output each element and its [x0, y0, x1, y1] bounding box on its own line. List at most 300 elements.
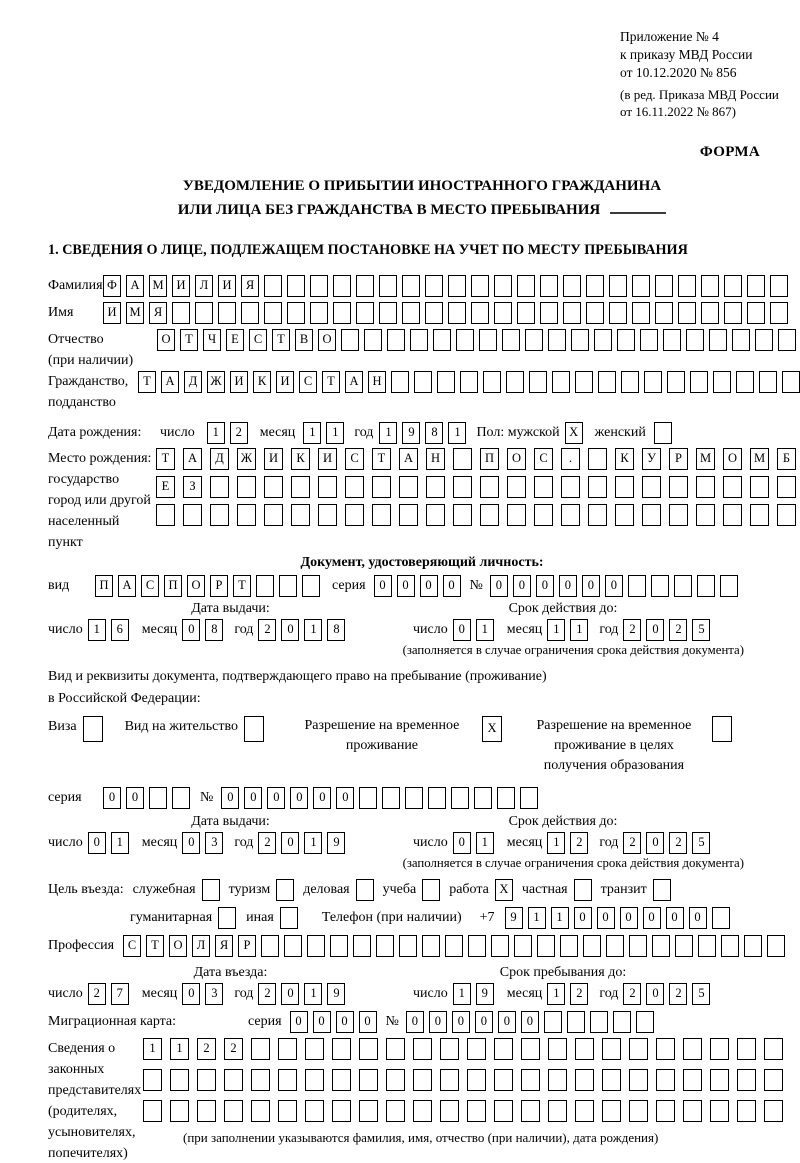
- residence-number-boxes[interactable]: [221, 787, 538, 809]
- char-cell[interactable]: Р: [238, 935, 256, 957]
- char-cell[interactable]: 0: [646, 983, 664, 1005]
- char-cell[interactable]: [669, 504, 688, 526]
- char-cell[interactable]: 5: [692, 983, 710, 1005]
- char-cell[interactable]: 2: [258, 619, 276, 641]
- residence-expiry-year-boxes[interactable]: [623, 832, 710, 854]
- char-cell[interactable]: [422, 935, 440, 957]
- char-cell[interactable]: 2: [623, 832, 641, 854]
- char-cell[interactable]: [426, 476, 445, 498]
- char-cell[interactable]: [655, 275, 673, 297]
- char-cell[interactable]: 3: [205, 832, 223, 854]
- char-cell[interactable]: У: [642, 448, 661, 470]
- birth-year-boxes[interactable]: [379, 422, 466, 444]
- char-cell[interactable]: И: [264, 448, 283, 470]
- char-cell[interactable]: 1: [476, 619, 494, 641]
- char-cell[interactable]: 1: [170, 1038, 189, 1060]
- char-cell[interactable]: [701, 275, 719, 297]
- char-cell[interactable]: [333, 275, 351, 297]
- char-cell[interactable]: 1: [326, 422, 344, 444]
- char-cell[interactable]: [278, 1069, 297, 1091]
- char-cell[interactable]: [491, 935, 509, 957]
- char-cell[interactable]: 0: [313, 787, 331, 809]
- char-cell[interactable]: О: [723, 448, 742, 470]
- char-cell[interactable]: [372, 476, 391, 498]
- char-cell[interactable]: [305, 1069, 324, 1091]
- char-cell[interactable]: [413, 1038, 432, 1060]
- char-cell[interactable]: [594, 329, 612, 351]
- char-cell[interactable]: [264, 302, 282, 324]
- patronymic-boxes[interactable]: [157, 329, 796, 351]
- char-cell[interactable]: А: [345, 371, 363, 393]
- char-cell[interactable]: Р: [669, 448, 688, 470]
- char-cell[interactable]: [678, 302, 696, 324]
- char-cell[interactable]: [471, 275, 489, 297]
- char-cell[interactable]: [310, 302, 328, 324]
- char-cell[interactable]: [575, 1038, 594, 1060]
- birthplace-line1-boxes[interactable]: [156, 448, 796, 470]
- char-cell[interactable]: [330, 935, 348, 957]
- char-cell[interactable]: Л: [192, 935, 210, 957]
- char-cell[interactable]: [359, 1100, 378, 1122]
- char-cell[interactable]: П: [480, 448, 499, 470]
- char-cell[interactable]: [737, 1038, 756, 1060]
- char-cell[interactable]: 0: [453, 832, 471, 854]
- char-cell[interactable]: [656, 1100, 675, 1122]
- char-cell[interactable]: 2: [230, 422, 248, 444]
- char-cell[interactable]: [561, 504, 580, 526]
- char-cell[interactable]: [332, 1100, 351, 1122]
- char-cell[interactable]: [675, 935, 693, 957]
- char-cell[interactable]: [261, 935, 279, 957]
- char-cell[interactable]: [723, 504, 742, 526]
- residence-expiry-month-boxes[interactable]: [547, 832, 588, 854]
- birth-day-boxes[interactable]: [207, 422, 248, 444]
- char-cell[interactable]: [237, 476, 256, 498]
- char-cell[interactable]: [440, 1100, 459, 1122]
- char-cell[interactable]: [467, 1100, 486, 1122]
- char-cell[interactable]: 0: [429, 1011, 447, 1033]
- char-cell[interactable]: [264, 504, 283, 526]
- char-cell[interactable]: [278, 1038, 297, 1060]
- residence-series-boxes[interactable]: [103, 787, 190, 809]
- char-cell[interactable]: [291, 504, 310, 526]
- char-cell[interactable]: 2: [224, 1038, 243, 1060]
- char-cell[interactable]: [721, 935, 739, 957]
- char-cell[interactable]: Т: [233, 575, 251, 597]
- char-cell[interactable]: [764, 1038, 783, 1060]
- char-cell[interactable]: Ф: [103, 275, 121, 297]
- char-cell[interactable]: [453, 504, 472, 526]
- char-cell[interactable]: Ч: [203, 329, 221, 351]
- char-cell[interactable]: О: [318, 329, 336, 351]
- char-cell[interactable]: 1: [547, 832, 565, 854]
- char-cell[interactable]: М: [696, 448, 715, 470]
- char-cell[interactable]: И: [318, 448, 337, 470]
- char-cell[interactable]: 1: [304, 983, 322, 1005]
- char-cell[interactable]: 8: [425, 422, 443, 444]
- char-cell[interactable]: [548, 329, 566, 351]
- char-cell[interactable]: [413, 1069, 432, 1091]
- char-cell[interactable]: [713, 371, 731, 393]
- char-cell[interactable]: 0: [443, 575, 461, 597]
- birthplace-line2-boxes[interactable]: [156, 476, 796, 498]
- char-cell[interactable]: [586, 275, 604, 297]
- char-cell[interactable]: [663, 329, 681, 351]
- char-cell[interactable]: О: [507, 448, 526, 470]
- char-cell[interactable]: 0: [374, 575, 392, 597]
- char-cell[interactable]: [683, 1038, 702, 1060]
- char-cell[interactable]: П: [95, 575, 113, 597]
- char-cell[interactable]: [777, 476, 796, 498]
- char-cell[interactable]: [782, 371, 800, 393]
- char-cell[interactable]: [737, 1069, 756, 1091]
- char-cell[interactable]: [507, 504, 526, 526]
- char-cell[interactable]: [561, 476, 580, 498]
- char-cell[interactable]: [433, 329, 451, 351]
- char-cell[interactable]: Т: [180, 329, 198, 351]
- char-cell[interactable]: [698, 935, 716, 957]
- char-cell[interactable]: [520, 787, 538, 809]
- char-cell[interactable]: 9: [327, 832, 345, 854]
- char-cell[interactable]: 0: [646, 832, 664, 854]
- char-cell[interactable]: [709, 329, 727, 351]
- char-cell[interactable]: 0: [281, 619, 299, 641]
- char-cell[interactable]: [428, 787, 446, 809]
- representatives-line1-boxes[interactable]: [143, 1038, 783, 1060]
- char-cell[interactable]: 0: [281, 983, 299, 1005]
- char-cell[interactable]: 1: [476, 832, 494, 854]
- char-cell[interactable]: [197, 1100, 216, 1122]
- char-cell[interactable]: Д: [184, 371, 202, 393]
- char-cell[interactable]: [654, 422, 672, 444]
- char-cell[interactable]: А: [399, 448, 418, 470]
- char-cell[interactable]: [332, 1069, 351, 1091]
- char-cell[interactable]: И: [218, 275, 236, 297]
- char-cell[interactable]: [710, 1100, 729, 1122]
- char-cell[interactable]: С: [534, 448, 553, 470]
- char-cell[interactable]: [609, 275, 627, 297]
- char-cell[interactable]: [764, 1069, 783, 1091]
- char-cell[interactable]: [372, 504, 391, 526]
- char-cell[interactable]: [747, 275, 765, 297]
- char-cell[interactable]: [264, 476, 283, 498]
- char-cell[interactable]: [723, 476, 742, 498]
- doc-issue-day-boxes[interactable]: [88, 619, 129, 641]
- char-cell[interactable]: [494, 302, 512, 324]
- purpose-official-checkbox[interactable]: [202, 879, 220, 901]
- char-cell[interactable]: [548, 1069, 567, 1091]
- char-cell[interactable]: 1: [570, 619, 588, 641]
- char-cell[interactable]: [218, 302, 236, 324]
- char-cell[interactable]: 6: [111, 619, 129, 641]
- char-cell[interactable]: 0: [498, 1011, 516, 1033]
- char-cell[interactable]: [391, 371, 409, 393]
- char-cell[interactable]: [83, 716, 103, 742]
- char-cell[interactable]: [256, 575, 274, 597]
- char-cell[interactable]: 5: [692, 832, 710, 854]
- char-cell[interactable]: [195, 302, 213, 324]
- char-cell[interactable]: [583, 935, 601, 957]
- char-cell[interactable]: 1: [547, 619, 565, 641]
- char-cell[interactable]: [218, 907, 236, 929]
- char-cell[interactable]: [251, 1100, 270, 1122]
- char-cell[interactable]: 0: [666, 907, 684, 929]
- name-boxes[interactable]: [103, 302, 788, 324]
- char-cell[interactable]: [632, 275, 650, 297]
- char-cell[interactable]: 0: [453, 619, 471, 641]
- char-cell[interactable]: Т: [146, 935, 164, 957]
- char-cell[interactable]: [632, 302, 650, 324]
- char-cell[interactable]: 0: [475, 1011, 493, 1033]
- char-cell[interactable]: 1: [547, 983, 565, 1005]
- char-cell[interactable]: [276, 879, 294, 901]
- char-cell[interactable]: [172, 787, 190, 809]
- char-cell[interactable]: 7: [111, 983, 129, 1005]
- representatives-line3-boxes[interactable]: [143, 1100, 783, 1122]
- char-cell[interactable]: [305, 1038, 324, 1060]
- temp-residence-checkbox[interactable]: [482, 716, 502, 742]
- char-cell[interactable]: Я: [149, 302, 167, 324]
- char-cell[interactable]: [770, 275, 788, 297]
- char-cell[interactable]: 0: [88, 832, 106, 854]
- char-cell[interactable]: [445, 935, 463, 957]
- char-cell[interactable]: С: [249, 329, 267, 351]
- char-cell[interactable]: [237, 504, 256, 526]
- char-cell[interactable]: Н: [368, 371, 386, 393]
- char-cell[interactable]: 8: [327, 619, 345, 641]
- char-cell[interactable]: .: [561, 448, 580, 470]
- char-cell[interactable]: [767, 935, 785, 957]
- char-cell[interactable]: [287, 275, 305, 297]
- entry-year-boxes[interactable]: [258, 983, 345, 1005]
- char-cell[interactable]: [724, 302, 742, 324]
- stay-day-boxes[interactable]: [453, 983, 494, 1005]
- temp-residence-education-checkbox[interactable]: [712, 716, 732, 742]
- char-cell[interactable]: О: [187, 575, 205, 597]
- char-cell[interactable]: И: [230, 371, 248, 393]
- char-cell[interactable]: [720, 575, 738, 597]
- char-cell[interactable]: [359, 1038, 378, 1060]
- char-cell[interactable]: Т: [156, 448, 175, 470]
- residence-issue-month-boxes[interactable]: [182, 832, 223, 854]
- char-cell[interactable]: [563, 275, 581, 297]
- char-cell[interactable]: [674, 575, 692, 597]
- doc-issue-year-boxes[interactable]: [258, 619, 345, 641]
- char-cell[interactable]: [521, 1069, 540, 1091]
- char-cell[interactable]: [376, 935, 394, 957]
- char-cell[interactable]: [652, 935, 670, 957]
- char-cell[interactable]: [302, 575, 320, 597]
- char-cell[interactable]: [724, 275, 742, 297]
- char-cell[interactable]: [534, 504, 553, 526]
- char-cell[interactable]: [386, 1100, 405, 1122]
- char-cell[interactable]: [653, 879, 671, 901]
- char-cell[interactable]: [544, 1011, 562, 1033]
- char-cell[interactable]: [588, 504, 607, 526]
- char-cell[interactable]: [755, 329, 773, 351]
- char-cell[interactable]: Ж: [207, 371, 225, 393]
- char-cell[interactable]: [305, 1100, 324, 1122]
- char-cell[interactable]: М: [750, 448, 769, 470]
- char-cell[interactable]: 1: [88, 619, 106, 641]
- purpose-business-checkbox[interactable]: [356, 879, 374, 901]
- char-cell[interactable]: [224, 1069, 243, 1091]
- char-cell[interactable]: [629, 935, 647, 957]
- char-cell[interactable]: [636, 1011, 654, 1033]
- char-cell[interactable]: [353, 935, 371, 957]
- char-cell[interactable]: 2: [258, 832, 276, 854]
- char-cell[interactable]: К: [615, 448, 634, 470]
- birth-month-boxes[interactable]: [303, 422, 344, 444]
- char-cell[interactable]: С: [123, 935, 141, 957]
- char-cell[interactable]: 2: [623, 983, 641, 1005]
- char-cell[interactable]: 0: [582, 575, 600, 597]
- char-cell[interactable]: 0: [574, 907, 592, 929]
- char-cell[interactable]: [736, 371, 754, 393]
- char-cell[interactable]: X: [565, 422, 583, 444]
- char-cell[interactable]: [712, 907, 730, 929]
- purpose-study-checkbox[interactable]: [422, 879, 440, 901]
- char-cell[interactable]: [405, 787, 423, 809]
- char-cell[interactable]: 0: [597, 907, 615, 929]
- doc-type-boxes[interactable]: [95, 575, 320, 597]
- char-cell[interactable]: 0: [420, 575, 438, 597]
- char-cell[interactable]: С: [141, 575, 159, 597]
- char-cell[interactable]: 0: [646, 619, 664, 641]
- char-cell[interactable]: 1: [379, 422, 397, 444]
- char-cell[interactable]: К: [253, 371, 271, 393]
- char-cell[interactable]: 0: [103, 787, 121, 809]
- char-cell[interactable]: [629, 1038, 648, 1060]
- char-cell[interactable]: [453, 448, 472, 470]
- char-cell[interactable]: [697, 575, 715, 597]
- char-cell[interactable]: [588, 476, 607, 498]
- char-cell[interactable]: 0: [182, 832, 200, 854]
- char-cell[interactable]: 0: [290, 1011, 308, 1033]
- migration-series-boxes[interactable]: [290, 1011, 377, 1033]
- char-cell[interactable]: [440, 1038, 459, 1060]
- char-cell[interactable]: [764, 1100, 783, 1122]
- char-cell[interactable]: [471, 302, 489, 324]
- char-cell[interactable]: [602, 1100, 621, 1122]
- char-cell[interactable]: [574, 879, 592, 901]
- char-cell[interactable]: 1: [528, 907, 546, 929]
- char-cell[interactable]: [310, 275, 328, 297]
- char-cell[interactable]: [667, 371, 685, 393]
- char-cell[interactable]: [202, 879, 220, 901]
- char-cell[interactable]: [548, 1038, 567, 1060]
- char-cell[interactable]: 0: [513, 575, 531, 597]
- char-cell[interactable]: [479, 329, 497, 351]
- char-cell[interactable]: [402, 302, 420, 324]
- char-cell[interactable]: 1: [304, 832, 322, 854]
- char-cell[interactable]: [537, 935, 555, 957]
- char-cell[interactable]: [284, 935, 302, 957]
- char-cell[interactable]: С: [345, 448, 364, 470]
- char-cell[interactable]: [642, 476, 661, 498]
- char-cell[interactable]: А: [183, 448, 202, 470]
- char-cell[interactable]: [251, 1038, 270, 1060]
- char-cell[interactable]: [264, 275, 282, 297]
- char-cell[interactable]: [318, 504, 337, 526]
- char-cell[interactable]: 0: [406, 1011, 424, 1033]
- char-cell[interactable]: 5: [692, 619, 710, 641]
- char-cell[interactable]: 0: [244, 787, 262, 809]
- char-cell[interactable]: 2: [570, 832, 588, 854]
- char-cell[interactable]: [410, 329, 428, 351]
- citizenship-boxes[interactable]: [138, 371, 800, 393]
- char-cell[interactable]: [382, 787, 400, 809]
- char-cell[interactable]: 1: [303, 422, 321, 444]
- char-cell[interactable]: [560, 935, 578, 957]
- char-cell[interactable]: [598, 371, 616, 393]
- char-cell[interactable]: [552, 371, 570, 393]
- purpose-tourism-checkbox[interactable]: [276, 879, 294, 901]
- char-cell[interactable]: [480, 476, 499, 498]
- char-cell[interactable]: [656, 1069, 675, 1091]
- char-cell[interactable]: [640, 329, 658, 351]
- char-cell[interactable]: [356, 302, 374, 324]
- char-cell[interactable]: [241, 302, 259, 324]
- char-cell[interactable]: М: [149, 275, 167, 297]
- char-cell[interactable]: [170, 1069, 189, 1091]
- char-cell[interactable]: [750, 504, 769, 526]
- purpose-other-checkbox[interactable]: [280, 907, 298, 929]
- char-cell[interactable]: [710, 1038, 729, 1060]
- char-cell[interactable]: О: [157, 329, 175, 351]
- doc-expiry-month-boxes[interactable]: [547, 619, 588, 641]
- char-cell[interactable]: И: [103, 302, 121, 324]
- migration-number-boxes[interactable]: [406, 1011, 654, 1033]
- char-cell[interactable]: 0: [620, 907, 638, 929]
- char-cell[interactable]: [683, 1069, 702, 1091]
- char-cell[interactable]: [778, 329, 796, 351]
- char-cell[interactable]: [710, 1069, 729, 1091]
- char-cell[interactable]: [291, 476, 310, 498]
- char-cell[interactable]: О: [169, 935, 187, 957]
- char-cell[interactable]: [379, 275, 397, 297]
- char-cell[interactable]: П: [164, 575, 182, 597]
- stay-year-boxes[interactable]: [623, 983, 710, 1005]
- residence-expiry-day-boxes[interactable]: [453, 832, 494, 854]
- char-cell[interactable]: [425, 275, 443, 297]
- char-cell[interactable]: Т: [372, 448, 391, 470]
- char-cell[interactable]: [571, 329, 589, 351]
- char-cell[interactable]: А: [126, 275, 144, 297]
- residence-issue-day-boxes[interactable]: [88, 832, 129, 854]
- char-cell[interactable]: [448, 302, 466, 324]
- char-cell[interactable]: В: [295, 329, 313, 351]
- char-cell[interactable]: 0: [336, 1011, 354, 1033]
- char-cell[interactable]: Т: [322, 371, 340, 393]
- char-cell[interactable]: Б: [777, 448, 796, 470]
- char-cell[interactable]: X: [482, 716, 502, 742]
- char-cell[interactable]: [497, 787, 515, 809]
- char-cell[interactable]: 1: [143, 1038, 162, 1060]
- char-cell[interactable]: [540, 302, 558, 324]
- char-cell[interactable]: [386, 1038, 405, 1060]
- char-cell[interactable]: 0: [281, 832, 299, 854]
- char-cell[interactable]: [356, 879, 374, 901]
- char-cell[interactable]: З: [183, 476, 202, 498]
- char-cell[interactable]: [701, 302, 719, 324]
- visa-checkbox[interactable]: [83, 716, 103, 742]
- char-cell[interactable]: [379, 302, 397, 324]
- char-cell[interactable]: [197, 1069, 216, 1091]
- char-cell[interactable]: [307, 935, 325, 957]
- char-cell[interactable]: Т: [272, 329, 290, 351]
- char-cell[interactable]: Т: [138, 371, 156, 393]
